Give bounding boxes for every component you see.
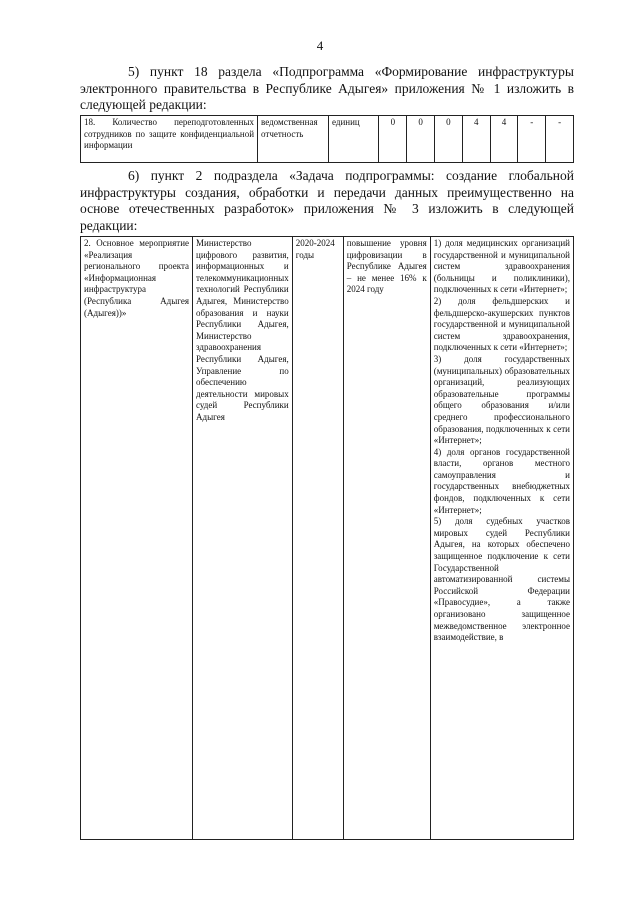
table-cell: единиц: [329, 116, 379, 163]
table-cell: -: [546, 116, 574, 163]
list-item: 1) доля медицинских организаций государственной и муниципальной систем здравоохранения (больницы и поликлиники), подключенных к сети «Интернет»;: [433, 238, 570, 295]
table-row: [81, 237, 574, 840]
table-cell: ведомственная отчетность: [258, 116, 329, 163]
subprogram-table: [80, 236, 574, 840]
indicator-table: [80, 115, 574, 163]
paragraph-6-text: 6) пункт 2 подраздела «Задача подпрограммы: создание глобальной инфраструктуры создания, обработки и передачи данных преимущественно на основе отечественных разработок» приложения № 3 изложить в следующей редакции:: [80, 168, 574, 233]
table-cell: 4: [490, 116, 518, 163]
list-item: 3) доля государственных (муниципальных) образовательных организаций, реализующих образовательные программы общего образования и/или среднего профессионального образования, подключенных к сети «Интернет»;: [433, 353, 570, 446]
page-number: 4: [316, 38, 324, 53]
table-cell: 4: [462, 116, 490, 163]
table-cell: 0: [379, 116, 407, 163]
list-item: 5) доля судебных участков мировых судей Республики Адыгея, на которых обеспечено защищенное подключение к сети Государственной автоматизированной системы Российской Федерации «Правосудие», а также организовано защищенное межведомственное электронное взаимодействие, в: [433, 516, 570, 643]
list-item: 2) доля фельдшерских и фельдшерско-акушерских пунктов государственной и муниципальной систем здравоохранения, подключенных к сети «Интернет»;: [433, 295, 570, 353]
paragraph-5-text: 5) пункт 18 раздела «Подпрограмма «Формирование инфраструктуры электронного правительства в Республике Адыгея» приложения № 1 изложить в следующей редакции:: [80, 64, 574, 112]
table-cell: 0: [407, 116, 435, 163]
paragraph-5: [80, 64, 574, 114]
table-cell-result: повышение уровня цифровизации в Республике Адыгея – не менее 16% к 2024 году: [343, 237, 430, 840]
table-cell-period: 2020-2024 годы: [292, 237, 343, 840]
table-cell: -: [518, 116, 546, 163]
table-cell-indicators: [430, 237, 573, 840]
table-cell-activity: 2. Основное мероприятие «Реализация регионального проекта «Информационная инфраструктура (Республика Адыгея (Адыгея))»: [81, 237, 193, 840]
list-item: 4) доля органов государственной власти, органов местного самоуправления и государственных внебюджетных фондов, подключенных к сети «Интернет»;: [433, 446, 570, 515]
table-cell: 18. Количество переподготовленных сотрудников по защите конфиденциальной информации: [81, 116, 258, 163]
table-cell-executors: Министерство цифрового развития, информационных и телекоммуникационных технологий Республики Адыгея, Министерство образования и науки Республики Адыгея, Министерство здравоохранения Республики Адыгея, Управление по обеспечению деятельности мировых судей Республики Адыгея: [193, 237, 293, 840]
table-row: [81, 116, 574, 163]
paragraph-6: [80, 168, 574, 234]
table-cell: 0: [435, 116, 463, 163]
